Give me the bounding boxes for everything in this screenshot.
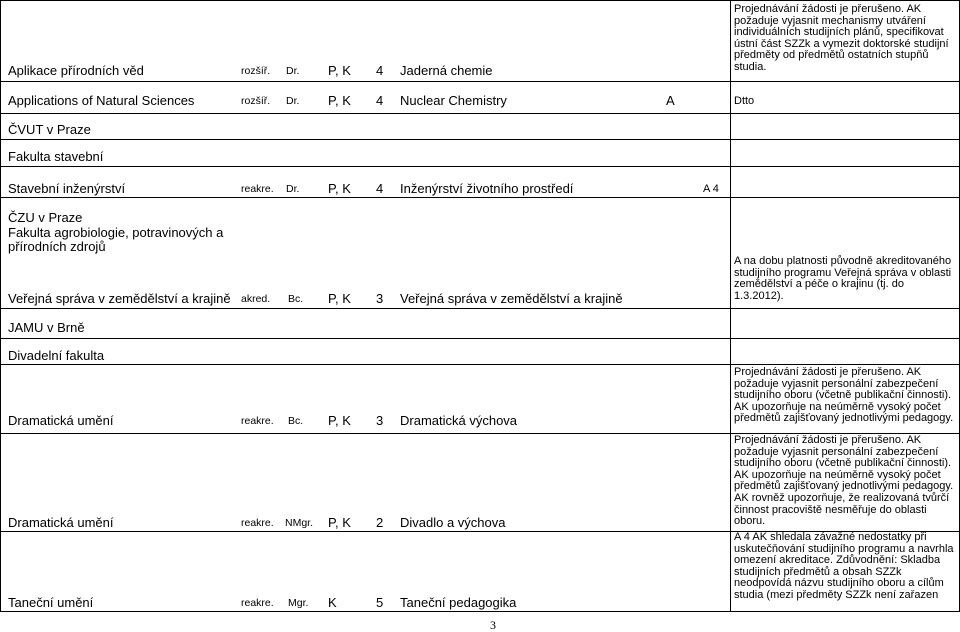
accreditation-type: rozšíř. (241, 65, 271, 77)
committee-note (734, 435, 953, 528)
note-line: studia (mezi předměty SZZk není zařazen (734, 588, 939, 601)
note-line: oboru. (734, 515, 766, 528)
note-line: AK upozorňuje na neúměrně vysoký počet (734, 400, 941, 413)
study-form: P, K (328, 291, 351, 306)
program-name: Taneční umění (8, 595, 94, 610)
study-years: 3 (376, 291, 384, 306)
row-divider (0, 113, 960, 114)
accreditation-type: reakre. (241, 183, 274, 195)
note-line: požaduje vyjasnit personální zabezpečení (734, 445, 939, 458)
school-name: JAMU v Brně (8, 320, 85, 335)
row-divider (0, 139, 960, 140)
field-name: Veřejná správa v zemědělství a krajině (400, 291, 623, 306)
decision: A 4 (734, 531, 750, 543)
field-name: Nuclear Chemistry (400, 93, 507, 108)
note-line (734, 532, 954, 544)
note-line: požaduje vyjasnit mechanismy utváření (734, 14, 926, 27)
field-name: Divadlo a výchova (400, 515, 506, 530)
note-line-text: AK shledala závažné nedostatky při (752, 531, 927, 543)
program-name: Aplikace přírodních věd (8, 63, 144, 78)
page-number: 3 (490, 618, 496, 632)
field-name: Inženýrství životního prostředí (400, 181, 574, 196)
study-years: 4 (376, 93, 384, 108)
study-years: 3 (376, 413, 384, 428)
faculty-name: Divadelní fakulta (8, 348, 105, 363)
note-line: 1.3.2012). (734, 289, 784, 302)
accreditation-type: akred. (241, 293, 271, 305)
study-years: 4 (376, 63, 384, 78)
decision: A (666, 93, 675, 108)
program-name: Stavební inženýrství (8, 181, 126, 196)
note-line: omezení akreditace. Zdůvodnění: Skladba (734, 554, 941, 567)
faculty-name: přírodních zdrojů (8, 239, 106, 254)
committee-note (734, 4, 949, 74)
committee-note (734, 532, 954, 602)
degree: Mgr. (288, 597, 309, 609)
accreditation-type: reakre. (241, 517, 274, 529)
note-line: Projednávání žádosti je přerušeno. AK (734, 434, 922, 446)
study-form: P, K (328, 181, 351, 196)
degree: NMgr. (285, 517, 314, 529)
study-form: P, K (328, 63, 351, 78)
column-divider (730, 0, 731, 611)
degree: Dr. (286, 65, 300, 77)
row-divider (0, 0, 960, 1)
school-name: ČZU v Praze (8, 210, 83, 225)
degree: Bc. (288, 293, 304, 305)
committee-note (734, 256, 951, 302)
degree: Dr. (286, 95, 300, 107)
degree: Bc. (288, 415, 304, 427)
degree: Dr. (286, 183, 300, 195)
note-line: AK upozorňuje na neúměrně vysoký počet (734, 468, 941, 481)
accreditation-type: rozšíř. (241, 95, 271, 107)
note-line: studijního oboru (včetně publikační činnosti). (734, 389, 952, 402)
note-line: předměty od předmětů ostatních stupňů (734, 49, 929, 62)
field-name: Dramatická výchova (400, 413, 518, 428)
program-name: Applications of Natural Sciences (8, 93, 195, 108)
accreditation-type: reakre. (241, 597, 274, 609)
note-line: studia. (734, 60, 767, 73)
note-line: individuálních studijních plánů, specifikovat (734, 26, 944, 39)
faculty-name: Fakulta stavební (8, 149, 104, 164)
study-form: P, K (328, 93, 351, 108)
row-divider (0, 338, 960, 339)
study-form: P, K (328, 413, 351, 428)
decision: A 4 (703, 183, 719, 195)
row-divider (0, 166, 960, 167)
note-line: Projednávání žádosti je přerušeno. AK (734, 3, 922, 15)
field-name: Jaderná chemie (400, 63, 493, 78)
note-line: předmětů zajišťovaný jednotlivými pedagogy. (734, 412, 954, 425)
row-divider (0, 197, 960, 198)
note-line: požaduje vyjasnit personální zabezpečení (734, 377, 939, 390)
note-line: ústní část SZZk a vymezit doktorské studijní (734, 37, 949, 50)
note-line: A na dobu platnosti původně akreditovaného (734, 255, 952, 267)
committee-note (734, 367, 953, 425)
note-line: Projednávání žádosti je přerušeno. AK (734, 366, 922, 378)
program-name: Dramatická umění (8, 515, 114, 530)
school-name: ČVUT v Praze (8, 122, 91, 137)
note-line: předmětů zajišťovaný jednotlivými pedagogy. (734, 480, 954, 493)
accreditation-type: reakre. (241, 415, 274, 427)
note-line: uskutečňování studijního programu a navrhla (734, 542, 954, 555)
program-name: Veřejná správa v zemědělství a krajině (8, 291, 231, 306)
study-years: 2 (376, 515, 384, 530)
faculty-name: Fakulta agrobiologie, potravinových a (8, 225, 224, 240)
note-line: studijních předmětů a obsah SZZk (734, 565, 902, 578)
column-divider (0, 0, 1, 611)
row-divider (0, 308, 960, 309)
note-line: studijního programu Veřejná správa v oblasti (734, 266, 952, 279)
note-line: AK rovněž upozorňuje, že realizovaná tvůrčí (734, 491, 950, 504)
row-divider (0, 611, 960, 612)
study-form: P, K (328, 515, 351, 530)
study-form: K (328, 595, 337, 610)
field-name: Taneční pedagogika (400, 595, 517, 610)
study-years: 5 (376, 595, 384, 610)
note-line: studijního oboru (včetně publikační činnosti). (734, 457, 952, 470)
row-divider (0, 364, 960, 365)
row-divider (0, 81, 960, 82)
committee-note: Dtto (734, 95, 755, 107)
note-line: zemědělství a péče o krajinu (tj. do (734, 278, 904, 291)
study-years: 4 (376, 181, 384, 196)
note-line: neodpovídá názvu studijního oboru a cílům (734, 577, 944, 590)
note-line: činnost pracoviště nesměřuje do oblasti (734, 503, 927, 516)
program-name: Dramatická umění (8, 413, 114, 428)
